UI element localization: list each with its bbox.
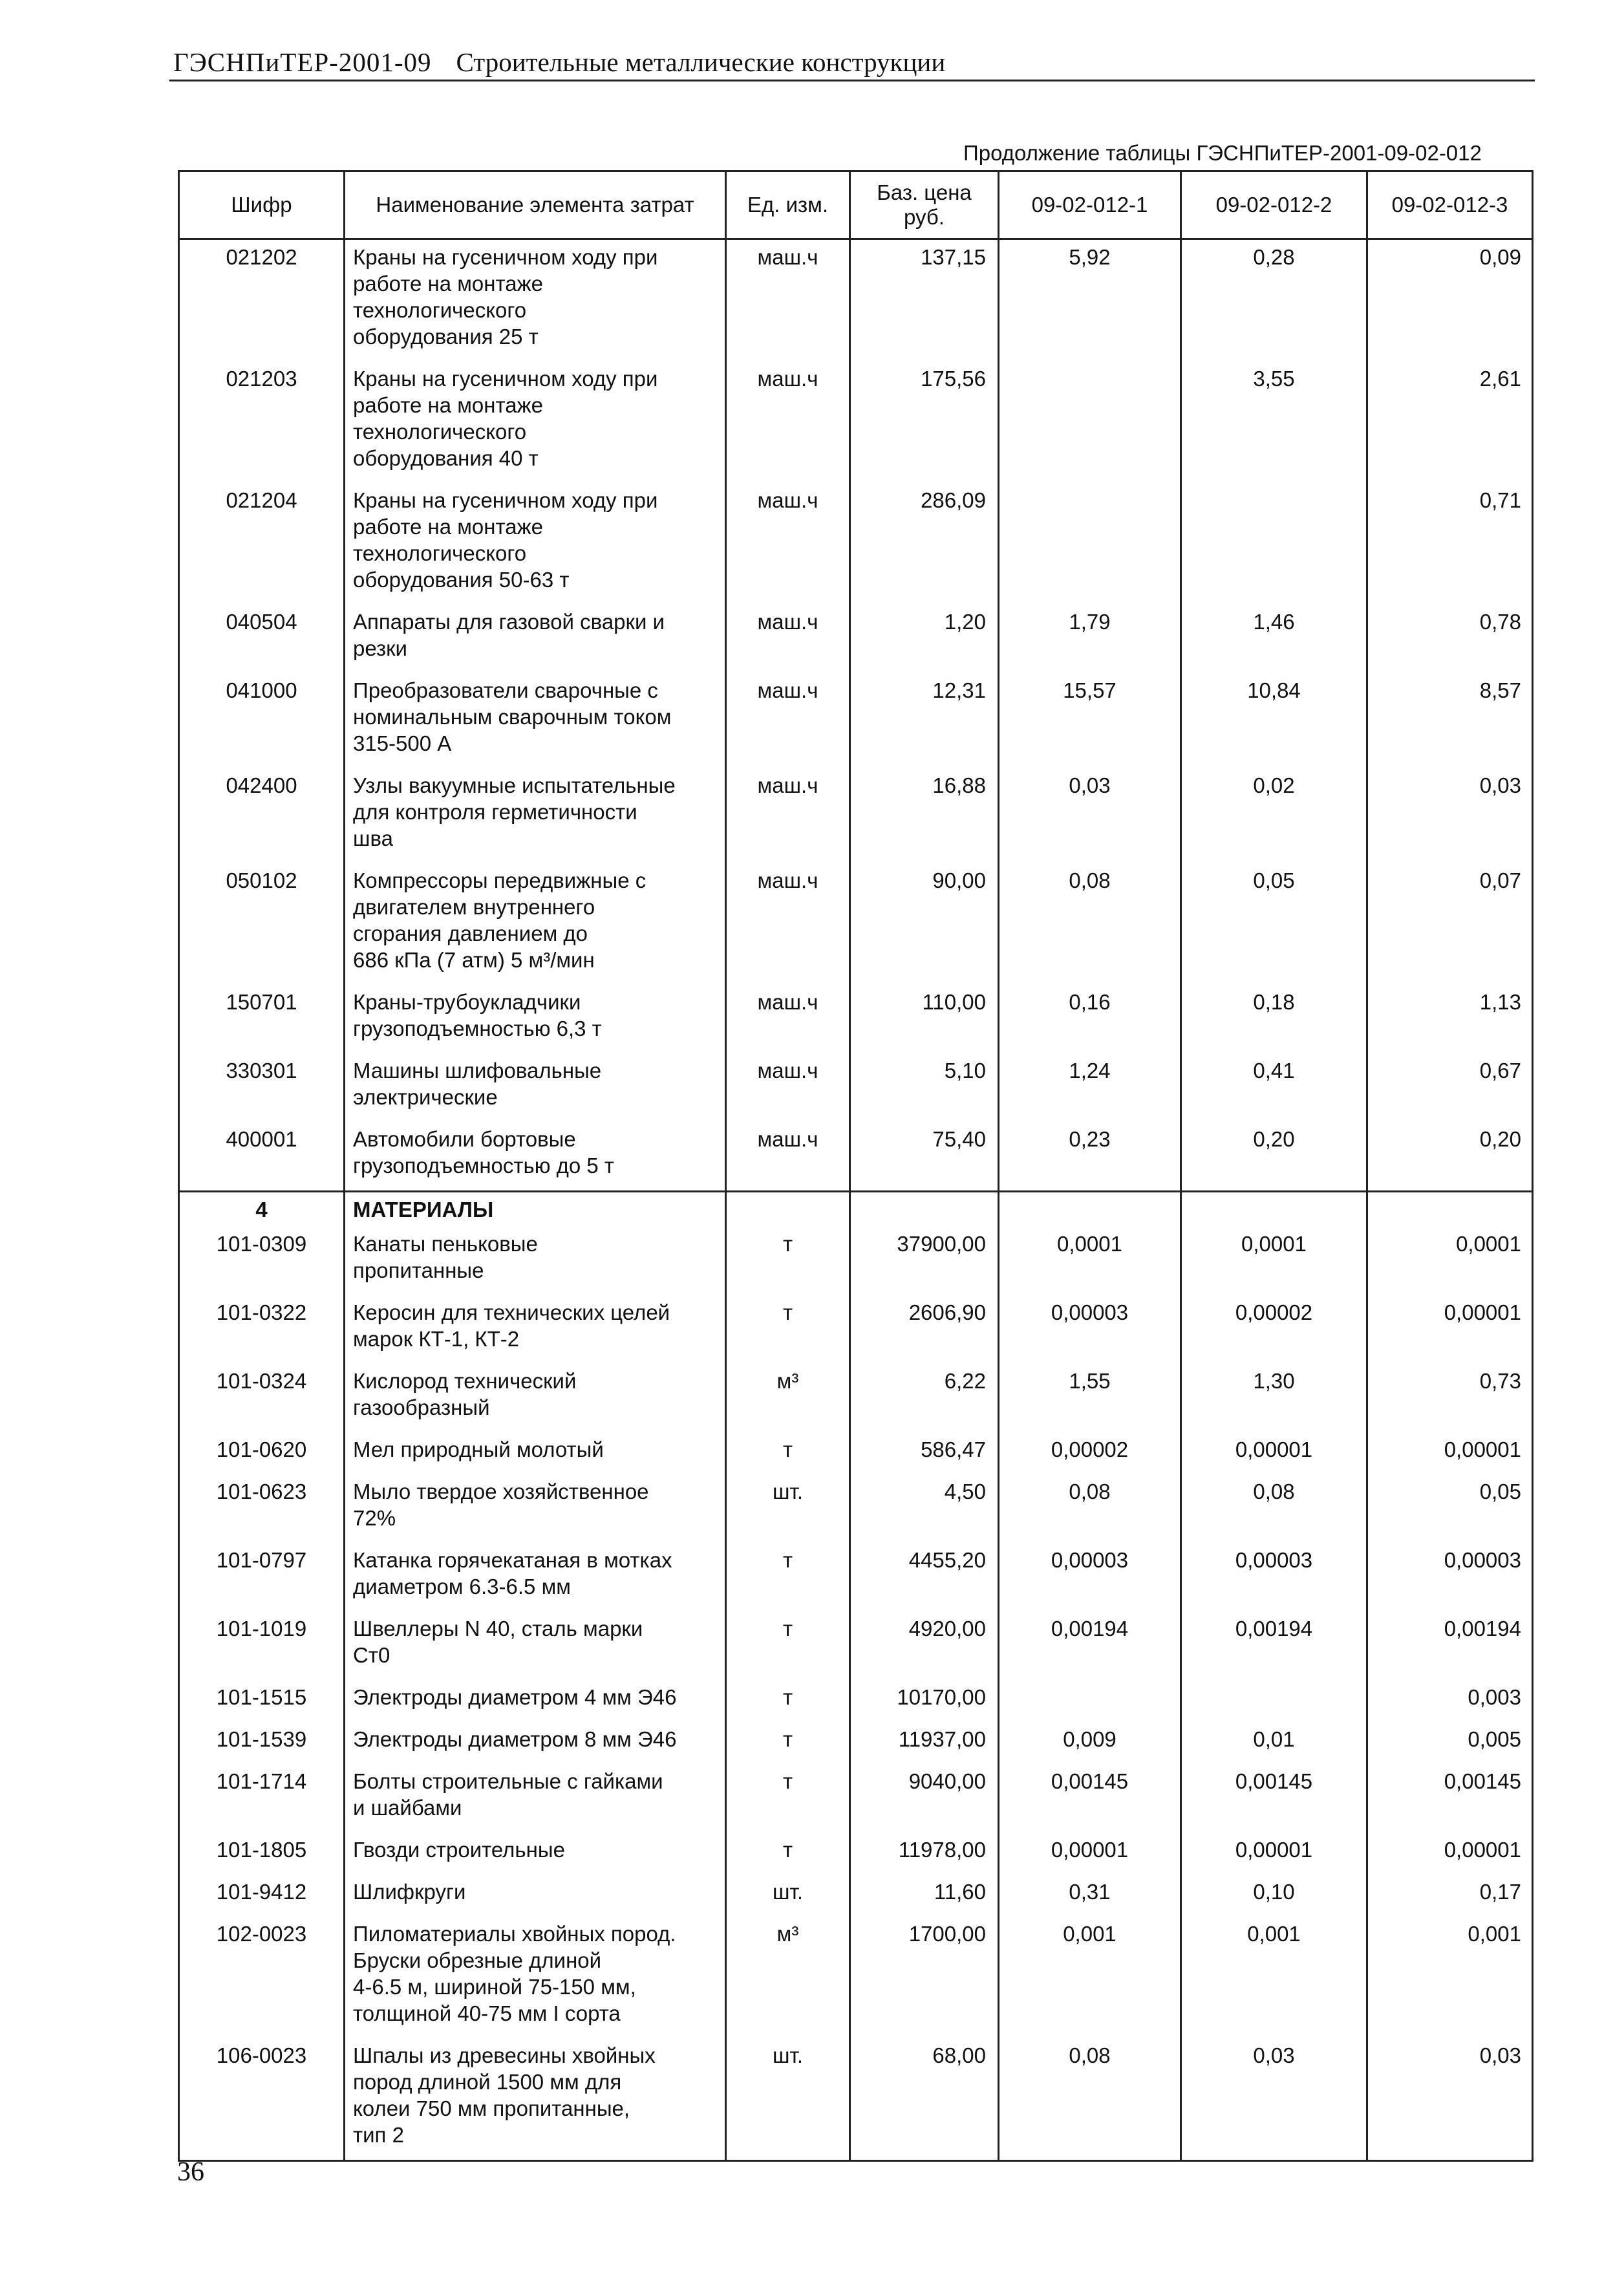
row-price: 16,88	[850, 768, 999, 863]
row-value-c2: 0,00194	[1181, 1611, 1367, 1680]
row-unit: шт.	[726, 2038, 850, 2161]
row-unit: маш.ч	[726, 1053, 850, 1122]
document-code: ГЭСНПиТЕР-2001-09	[173, 47, 432, 77]
row-value-c3: 0,00194	[1367, 1611, 1533, 1680]
table-row	[179, 1917, 1533, 2038]
row-name: Краны на гусеничном ходу при работе на монтаже технологического оборудования 40 т	[345, 361, 726, 483]
row-code: 101-1515	[179, 1680, 345, 1722]
row-value-c2: 0,00001	[1181, 1833, 1367, 1875]
row-unit: маш.ч	[726, 483, 850, 605]
col-header-name: Наименование элемента затрат	[345, 171, 726, 239]
row-name: Шпалы из древесины хвойных пород длиной 1500 мм для колеи 750 мм пропитанные, тип 2	[345, 2038, 726, 2161]
row-code: 101-1539	[179, 1722, 345, 1764]
document-title: Строительные металлические конструкции	[456, 47, 946, 77]
row-value-c2	[1181, 483, 1367, 605]
row-code: 101-1019	[179, 1611, 345, 1680]
row-unit: маш.ч	[726, 863, 850, 985]
row-value-c2: 0,05	[1181, 863, 1367, 985]
row-unit: т	[726, 1295, 850, 1364]
table-row	[179, 673, 1533, 768]
row-name: Кислород технический газообразный	[345, 1364, 726, 1432]
empty-cell	[850, 1192, 999, 1227]
row-unit: м³	[726, 1917, 850, 2038]
row-price: 11978,00	[850, 1833, 999, 1875]
row-price: 75,40	[850, 1122, 999, 1192]
row-value-c1: 0,00001	[999, 1833, 1181, 1875]
row-value-c3: 0,07	[1367, 863, 1533, 985]
row-name: Краны на гусеничном ходу при работе на монтаже технологического оборудования 25 т	[345, 239, 726, 362]
row-name: Болты строительные с гайками и шайбами	[345, 1764, 726, 1833]
row-value-c1: 1,55	[999, 1364, 1181, 1432]
table-row	[179, 1432, 1533, 1474]
row-value-c1: 1,79	[999, 605, 1181, 673]
row-value-c3: 0,67	[1367, 1053, 1533, 1122]
row-price: 12,31	[850, 673, 999, 768]
row-unit: м³	[726, 1364, 850, 1432]
row-value-c1: 15,57	[999, 673, 1181, 768]
table-row	[179, 1680, 1533, 1722]
row-value-c3: 2,61	[1367, 361, 1533, 483]
row-code: 150701	[179, 985, 345, 1053]
row-name: Пиломатериалы хвойных пород. Бруски обрезные длиной 4-6.5 м, шириной 75-150 мм, толщиной 40-75 мм I сорта	[345, 1917, 726, 2038]
row-unit: маш.ч	[726, 768, 850, 863]
row-name: Швеллеры N 40, сталь марки Ст0	[345, 1611, 726, 1680]
row-value-c1: 0,16	[999, 985, 1181, 1053]
table-row	[179, 1053, 1533, 1122]
row-price: 11,60	[850, 1875, 999, 1917]
row-value-c1: 0,08	[999, 2038, 1181, 2161]
row-code: 102-0023	[179, 1917, 345, 2038]
row-price: 6,22	[850, 1364, 999, 1432]
table-row	[179, 1722, 1533, 1764]
section-row-materials	[179, 1192, 1533, 1227]
row-value-c1: 0,03	[999, 768, 1181, 863]
row-price: 37900,00	[850, 1227, 999, 1295]
row-value-c3: 0,20	[1367, 1122, 1533, 1192]
col-header-c3: 09-02-012-3	[1367, 171, 1533, 239]
row-code: 041000	[179, 673, 345, 768]
row-name: Компрессоры передвижные с двигателем внутреннего сгорания давлением до 686 кПа (7 атм) 5 м³/мин	[345, 863, 726, 985]
row-value-c2: 0,00002	[1181, 1295, 1367, 1364]
row-price: 68,00	[850, 2038, 999, 2161]
row-price: 286,09	[850, 483, 999, 605]
row-value-c2: 0,00145	[1181, 1764, 1367, 1833]
col-header-price	[850, 171, 999, 239]
table-row	[179, 1611, 1533, 1680]
col-header-unit: Ед. изм.	[726, 171, 850, 239]
row-value-c3: 0,03	[1367, 2038, 1533, 2161]
row-code: 106-0023	[179, 2038, 345, 2161]
row-value-c2: 10,84	[1181, 673, 1367, 768]
row-value-c2: 0,28	[1181, 239, 1367, 362]
table-row	[179, 1764, 1533, 1833]
row-value-c3: 0,09	[1367, 239, 1533, 362]
row-value-c2	[1181, 1680, 1367, 1722]
row-name: Краны на гусеничном ходу при работе на монтаже технологического оборудования 50-63 т	[345, 483, 726, 605]
table-row	[179, 605, 1533, 673]
row-price: 4920,00	[850, 1611, 999, 1680]
row-price: 10170,00	[850, 1680, 999, 1722]
row-code: 042400	[179, 768, 345, 863]
row-price: 1,20	[850, 605, 999, 673]
row-value-c1: 0,00003	[999, 1543, 1181, 1611]
table-caption: Продолжение таблицы ГЭСНПиТЕР-2001-09-02-012	[963, 141, 1482, 165]
row-name: Гвозди строительные	[345, 1833, 726, 1875]
empty-cell	[999, 1192, 1181, 1227]
row-value-c3: 0,00145	[1367, 1764, 1533, 1833]
table-row	[179, 1227, 1533, 1295]
section-code: 4	[179, 1192, 345, 1227]
row-value-c3: 0,17	[1367, 1875, 1533, 1917]
row-name: Керосин для технических целей марок КТ-1, КТ-2	[345, 1295, 726, 1364]
row-price: 90,00	[850, 863, 999, 985]
row-value-c3: 8,57	[1367, 673, 1533, 768]
row-value-c2: 0,18	[1181, 985, 1367, 1053]
table-row	[179, 985, 1533, 1053]
row-name: Электроды диаметром 4 мм Э46	[345, 1680, 726, 1722]
row-name: Электроды диаметром 8 мм Э46	[345, 1722, 726, 1764]
row-price: 4455,20	[850, 1543, 999, 1611]
row-value-c3: 0,005	[1367, 1722, 1533, 1764]
row-name: Машины шлифовальные электрические	[345, 1053, 726, 1122]
row-code: 101-0324	[179, 1364, 345, 1432]
row-name: Канаты пеньковые пропитанные	[345, 1227, 726, 1295]
row-code: 040504	[179, 605, 345, 673]
table-row	[179, 863, 1533, 985]
col-header-c2: 09-02-012-2	[1181, 171, 1367, 239]
row-value-c1: 0,00002	[999, 1432, 1181, 1474]
row-value-c3: 0,00001	[1367, 1432, 1533, 1474]
row-value-c2: 0,08	[1181, 1474, 1367, 1543]
row-value-c3: 0,71	[1367, 483, 1533, 605]
row-name: Катанка горячекатаная в мотках диаметром 6.3-6.5 мм	[345, 1543, 726, 1611]
row-value-c2: 0,00001	[1181, 1432, 1367, 1474]
row-value-c3: 0,003	[1367, 1680, 1533, 1722]
row-price: 4,50	[850, 1474, 999, 1543]
row-value-c1: 0,009	[999, 1722, 1181, 1764]
row-value-c3: 0,05	[1367, 1474, 1533, 1543]
table-row	[179, 1122, 1533, 1192]
header-rule	[169, 80, 1535, 81]
row-value-c1: 0,08	[999, 863, 1181, 985]
row-code: 101-0797	[179, 1543, 345, 1611]
row-name: Преобразователи сварочные с номинальным сварочным током 315-500 А	[345, 673, 726, 768]
row-value-c2: 0,03	[1181, 2038, 1367, 2161]
table-row	[179, 1833, 1533, 1875]
table-row	[179, 361, 1533, 483]
row-value-c1: 0,001	[999, 1917, 1181, 2038]
row-value-c3: 1,13	[1367, 985, 1533, 1053]
row-unit: т	[726, 1432, 850, 1474]
row-value-c2: 0,41	[1181, 1053, 1367, 1122]
row-price: 2606,90	[850, 1295, 999, 1364]
row-value-c1: 0,0001	[999, 1227, 1181, 1295]
table-row	[179, 1474, 1533, 1543]
row-value-c2: 0,00003	[1181, 1543, 1367, 1611]
page-number: 36	[177, 2157, 204, 2187]
empty-cell	[726, 1192, 850, 1227]
row-value-c2: 1,30	[1181, 1364, 1367, 1432]
row-code: 050102	[179, 863, 345, 985]
row-code: 101-0322	[179, 1295, 345, 1364]
row-unit: маш.ч	[726, 1122, 850, 1192]
row-value-c2: 0,0001	[1181, 1227, 1367, 1295]
row-code: 101-1714	[179, 1764, 345, 1833]
row-value-c1: 0,00194	[999, 1611, 1181, 1680]
col-header-c1: 09-02-012-1	[999, 171, 1181, 239]
row-value-c1	[999, 483, 1181, 605]
page-header	[173, 47, 1531, 78]
row-value-c3: 0,00001	[1367, 1295, 1533, 1364]
row-value-c2: 1,46	[1181, 605, 1367, 673]
row-code: 400001	[179, 1122, 345, 1192]
resource-table	[178, 170, 1533, 2162]
table-row	[179, 1364, 1533, 1432]
row-unit: маш.ч	[726, 985, 850, 1053]
row-value-c1: 0,31	[999, 1875, 1181, 1917]
row-value-c3: 0,00003	[1367, 1543, 1533, 1611]
row-value-c1	[999, 361, 1181, 483]
table-row	[179, 1875, 1533, 1917]
row-value-c3: 0,0001	[1367, 1227, 1533, 1295]
row-unit: маш.ч	[726, 673, 850, 768]
row-value-c2: 0,02	[1181, 768, 1367, 863]
row-code: 101-0620	[179, 1432, 345, 1474]
row-value-c2: 3,55	[1181, 361, 1367, 483]
empty-cell	[1181, 1192, 1367, 1227]
row-unit: т	[726, 1722, 850, 1764]
table-row	[179, 768, 1533, 863]
row-value-c2: 0,10	[1181, 1875, 1367, 1917]
row-unit: т	[726, 1543, 850, 1611]
row-code: 101-0623	[179, 1474, 345, 1543]
row-unit: шт.	[726, 1875, 850, 1917]
row-value-c1: 0,08	[999, 1474, 1181, 1543]
row-unit: маш.ч	[726, 361, 850, 483]
row-code: 021203	[179, 361, 345, 483]
section-title: МАТЕРИАЛЫ	[345, 1192, 726, 1227]
row-name: Краны-трубоукладчики грузоподъемностью 6,3 т	[345, 985, 726, 1053]
table-header-row	[179, 171, 1533, 239]
row-code: 101-9412	[179, 1875, 345, 1917]
row-price: 110,00	[850, 985, 999, 1053]
row-value-c3: 0,001	[1367, 1917, 1533, 2038]
table-row	[179, 483, 1533, 605]
row-value-c2: 0,20	[1181, 1122, 1367, 1192]
table-body	[179, 239, 1533, 2161]
row-unit: т	[726, 1833, 850, 1875]
row-value-c3: 0,78	[1367, 605, 1533, 673]
row-unit: шт.	[726, 1474, 850, 1543]
row-name: Автомобили бортовые грузоподъемностью до 5 т	[345, 1122, 726, 1192]
row-code: 101-1805	[179, 1833, 345, 1875]
row-value-c1: 5,92	[999, 239, 1181, 362]
row-value-c2: 0,001	[1181, 1917, 1367, 2038]
row-value-c1	[999, 1680, 1181, 1722]
row-price: 5,10	[850, 1053, 999, 1122]
row-unit: маш.ч	[726, 605, 850, 673]
row-value-c1: 0,00003	[999, 1295, 1181, 1364]
row-value-c2: 0,01	[1181, 1722, 1367, 1764]
row-unit: т	[726, 1680, 850, 1722]
row-name: Аппараты для газовой сварки и резки	[345, 605, 726, 673]
empty-cell	[1367, 1192, 1533, 1227]
row-value-c3: 0,00001	[1367, 1833, 1533, 1875]
row-price: 11937,00	[850, 1722, 999, 1764]
row-name: Узлы вакуумные испытательные для контроля герметичности шва	[345, 768, 726, 863]
table-row	[179, 1543, 1533, 1611]
table-row	[179, 239, 1533, 362]
table-row	[179, 2038, 1533, 2161]
row-value-c3: 0,03	[1367, 768, 1533, 863]
row-price: 9040,00	[850, 1764, 999, 1833]
row-value-c3: 0,73	[1367, 1364, 1533, 1432]
row-code: 330301	[179, 1053, 345, 1122]
row-unit: т	[726, 1227, 850, 1295]
row-price: 586,47	[850, 1432, 999, 1474]
col-header-code: Шифр	[179, 171, 345, 239]
row-name: Мыло твердое хозяйственное 72%	[345, 1474, 726, 1543]
row-value-c1: 0,23	[999, 1122, 1181, 1192]
row-value-c1: 0,00145	[999, 1764, 1181, 1833]
row-code: 101-0309	[179, 1227, 345, 1295]
row-name: Шлифкруги	[345, 1875, 726, 1917]
row-value-c1: 1,24	[999, 1053, 1181, 1122]
row-unit: т	[726, 1764, 850, 1833]
row-code: 021204	[179, 483, 345, 605]
row-unit: т	[726, 1611, 850, 1680]
row-unit: маш.ч	[726, 239, 850, 362]
row-price: 137,15	[850, 239, 999, 362]
row-price: 175,56	[850, 361, 999, 483]
col-header-price-text: Баз. цена руб.	[877, 180, 972, 229]
row-price: 1700,00	[850, 1917, 999, 2038]
row-name: Мел природный молотый	[345, 1432, 726, 1474]
row-code: 021202	[179, 239, 345, 362]
table-row	[179, 1295, 1533, 1364]
